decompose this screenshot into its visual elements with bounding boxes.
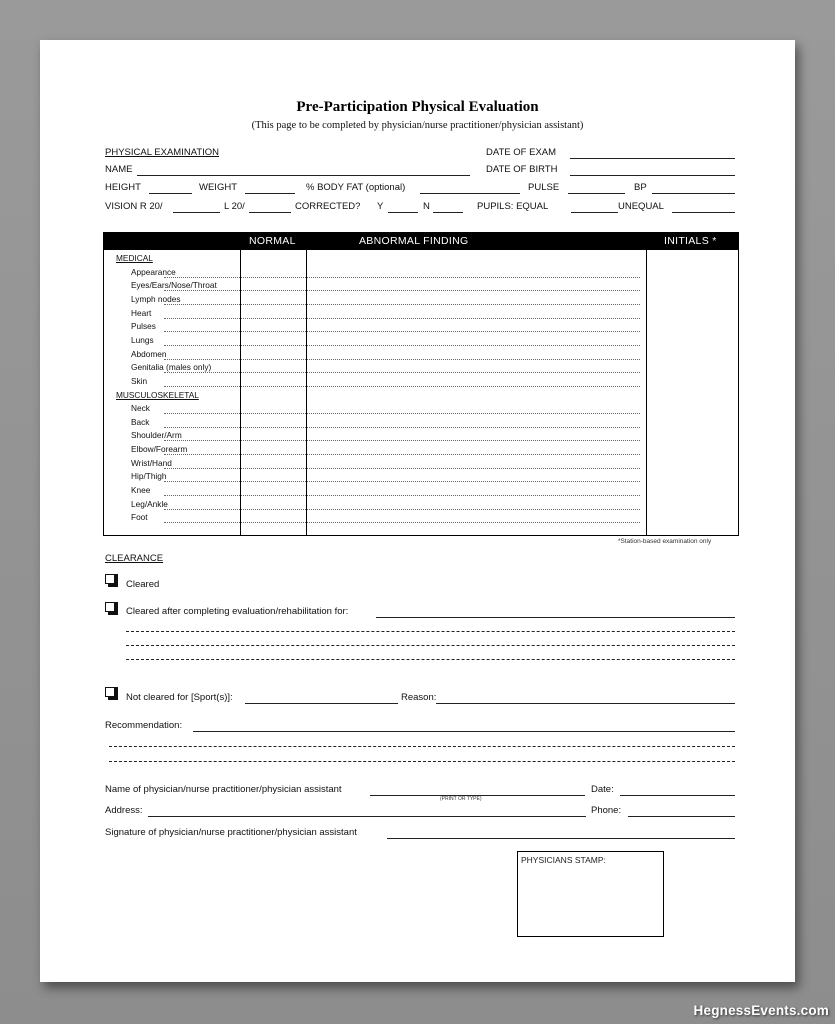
cleared-after-line[interactable]	[126, 631, 735, 632]
recommendation-label: Recommendation:	[105, 720, 183, 731]
exam-table	[103, 232, 739, 536]
exam-row-label: Elbow/Forearm	[131, 444, 188, 455]
exam-row-label: Skin	[131, 375, 148, 386]
exam-row-line[interactable]	[164, 509, 640, 510]
date-field[interactable]	[620, 795, 735, 796]
pupils-equal-field[interactable]	[571, 212, 618, 213]
exam-row-line[interactable]	[164, 468, 640, 469]
exam-row-label: Leg/Ankle	[131, 498, 168, 509]
vision-left-label: L 20/	[224, 201, 245, 212]
vision-right-field[interactable]	[173, 212, 220, 213]
vision-right-label: VISION R 20/	[105, 201, 163, 212]
address-field[interactable]	[148, 816, 586, 817]
physical-exam-heading: PHYSICAL EXAMINATION	[105, 147, 220, 158]
exam-row-label: Abdomen	[131, 348, 167, 359]
not-cleared-checkbox[interactable]	[105, 687, 115, 697]
signature-field[interactable]	[387, 838, 735, 839]
exam-row-label: Knee	[131, 485, 151, 496]
exam-row-line[interactable]	[164, 454, 640, 455]
form-title: Pre-Participation Physical Evaluation	[296, 99, 539, 115]
signature-label: Signature of physician/nurse practitioner/physician assistant	[105, 827, 357, 838]
col-initials: INITIALS *	[664, 235, 717, 247]
exam-row-line[interactable]	[164, 440, 640, 441]
phone-field[interactable]	[628, 816, 735, 817]
exam-row-label: Shoulder/Arm	[131, 430, 182, 441]
exam-row-line[interactable]	[164, 386, 640, 387]
cleared-after-label: Cleared after completing evaluation/rehabilitation for:	[126, 606, 349, 617]
corrected-no-field[interactable]	[433, 212, 463, 213]
recommendation-field[interactable]	[193, 731, 735, 732]
cleared-after-line[interactable]	[126, 645, 735, 646]
exam-row-line[interactable]	[164, 318, 640, 319]
bp-label: BP	[634, 182, 647, 193]
date-label: Date:	[591, 784, 614, 795]
pupils-unequal-label: UNEQUAL	[618, 201, 664, 212]
pulse-label: PULSE	[528, 182, 560, 193]
exam-row-line[interactable]	[164, 277, 640, 278]
exam-row-line[interactable]	[164, 372, 640, 373]
col-abnormal: ABNORMAL FINDING	[359, 235, 469, 247]
not-cleared-label: Not cleared for [Sport(s)]:	[126, 692, 233, 703]
exam-row-label: Back	[131, 416, 150, 427]
name-label: NAME	[105, 164, 133, 175]
col-normal: NORMAL	[249, 235, 296, 247]
exam-row-line[interactable]	[164, 331, 640, 332]
table-footnote: *Station-based examination only	[618, 538, 712, 545]
exam-row-line[interactable]	[164, 413, 640, 414]
cleared-after-field[interactable]	[376, 617, 735, 618]
musculoskeletal-heading: MUSCULOSKELETAL	[116, 389, 199, 400]
exam-row-label: Heart	[131, 307, 152, 318]
exam-row-label: Lungs	[131, 334, 154, 345]
exam-row-line[interactable]	[164, 345, 640, 346]
corrected-no-label: N	[423, 201, 430, 212]
watermark: HegnessEvents.com	[693, 1003, 829, 1018]
exam-row-line[interactable]	[164, 495, 640, 496]
date-of-exam-field[interactable]	[570, 158, 735, 159]
bp-field[interactable]	[652, 193, 735, 194]
body-fat-field[interactable]	[420, 193, 520, 194]
exam-row-label: Neck	[131, 403, 150, 414]
form-subtitle: (This page to be completed by physician/nurse practitioner/physician assistant)	[251, 120, 584, 131]
physician-stamp-box[interactable]	[517, 851, 664, 937]
print-hint: (PRINT OR TYPE)	[440, 796, 482, 802]
medical-heading: MEDICAL	[116, 253, 153, 263]
exam-row-line[interactable]	[164, 427, 640, 428]
exam-row-label: Appearance	[131, 266, 176, 277]
weight-field[interactable]	[245, 193, 295, 194]
pupils-unequal-field[interactable]	[672, 212, 735, 213]
date-of-birth-field[interactable]	[570, 175, 735, 176]
pupils-equal-label: PUPILS: EQUAL	[477, 201, 549, 212]
recommendation-line[interactable]	[109, 761, 735, 762]
form-page	[40, 40, 795, 982]
physician-name-label: Name of physician/nurse practitioner/physician assistant	[105, 784, 342, 795]
date-of-birth-label: DATE OF BIRTH	[486, 164, 558, 175]
body-fat-label: % BODY FAT (optional)	[306, 182, 406, 193]
cleared-after-line[interactable]	[126, 659, 735, 660]
exam-row-line[interactable]	[164, 290, 640, 291]
height-field[interactable]	[149, 193, 192, 194]
exam-row-line[interactable]	[164, 481, 640, 482]
date-of-exam-label: DATE OF EXAM	[486, 147, 557, 158]
weight-label: WEIGHT	[199, 182, 237, 193]
clearance-heading: CLEARANCE	[105, 553, 164, 564]
cleared-checkbox[interactable]	[105, 574, 115, 584]
phone-label: Phone:	[591, 805, 622, 816]
name-field[interactable]	[137, 175, 470, 176]
exam-row-label: Pulses	[131, 321, 156, 332]
recommendation-line[interactable]	[109, 746, 735, 747]
exam-row-label: Wrist/Hand	[131, 457, 172, 468]
col-divider	[306, 250, 307, 535]
cleared-after-checkbox[interactable]	[105, 602, 115, 612]
address-label: Address:	[105, 805, 143, 816]
exam-row-line[interactable]	[164, 304, 640, 305]
corrected-yes-label: Y	[377, 201, 384, 212]
vision-left-field[interactable]	[249, 212, 291, 213]
stamp-label: PHYSICIANS STAMP:	[521, 855, 606, 865]
exam-row-label: Hip/Thigh	[131, 471, 167, 482]
reason-label: Reason:	[401, 692, 437, 703]
exam-row-line[interactable]	[164, 522, 640, 523]
exam-row-label: Foot	[131, 512, 148, 523]
col-divider	[646, 250, 647, 535]
col-divider	[240, 250, 241, 535]
reason-field[interactable]	[436, 703, 735, 704]
cleared-label: Cleared	[126, 579, 160, 590]
pulse-field[interactable]	[568, 193, 625, 194]
table-header	[104, 233, 738, 250]
corrected-label: CORRECTED?	[295, 201, 361, 212]
exam-row-label: Genitalia (males only)	[131, 362, 212, 373]
height-label: HEIGHT	[105, 182, 141, 193]
corrected-yes-field[interactable]	[388, 212, 418, 213]
exam-row-label: Lymph nodes	[131, 293, 181, 304]
not-cleared-sport-field[interactable]	[245, 703, 398, 704]
exam-row-line[interactable]	[164, 359, 640, 360]
exam-row-label: Eyes/Ears/Nose/Throat	[131, 280, 217, 291]
